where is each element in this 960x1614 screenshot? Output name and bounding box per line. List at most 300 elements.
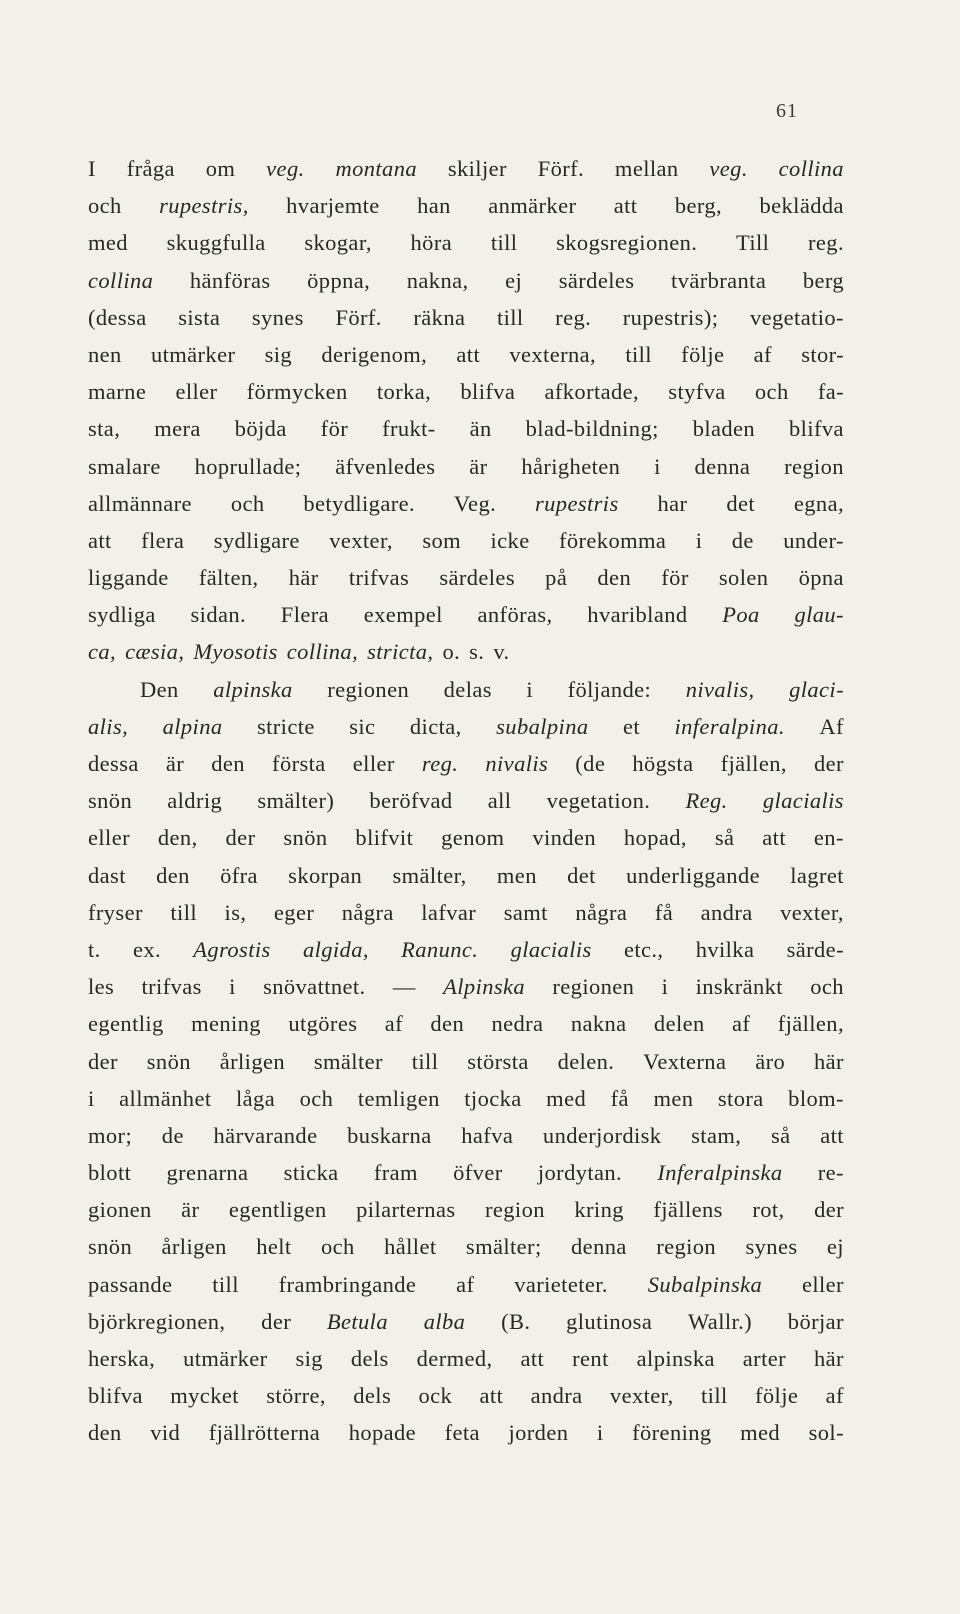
word: betydligare. (303, 490, 416, 516)
word: trifvas (348, 565, 410, 591)
word: några (341, 899, 394, 925)
word: höra (410, 230, 453, 256)
word: han (417, 193, 451, 219)
word: af (732, 1011, 751, 1037)
word: till (170, 899, 198, 925)
word: i (695, 527, 703, 553)
word: och (230, 490, 265, 516)
word: här (288, 565, 319, 591)
word: räkna (413, 304, 466, 330)
word: reg. (808, 230, 844, 256)
word: snövattnet. (263, 974, 366, 1000)
word: i (596, 1420, 604, 1446)
word: genom (441, 825, 505, 851)
italic-word: Ranunc. (401, 936, 479, 962)
word: till (212, 1271, 239, 1297)
word: helt (256, 1234, 292, 1260)
word: sig (295, 1346, 323, 1371)
word: fjällrötterna (208, 1420, 321, 1446)
text-line (88, 857, 844, 894)
word: der (814, 1197, 844, 1223)
italic-word: collina, (286, 639, 359, 665)
word: o. (442, 639, 461, 665)
italic-word: montana (335, 156, 418, 181)
text-line (88, 596, 844, 633)
word: hopad, (623, 825, 687, 851)
word: mycket (170, 1383, 239, 1409)
word: utgöres (288, 1011, 358, 1037)
word: vexter, (609, 1383, 674, 1409)
word: andra (530, 1383, 583, 1409)
text-line (88, 931, 844, 968)
text-line (88, 1377, 844, 1414)
word: Till (736, 230, 770, 256)
word: vexterna, (509, 341, 597, 367)
word: blifva (789, 416, 844, 442)
word: så (714, 825, 735, 851)
text-line (88, 187, 844, 224)
word: den (597, 565, 632, 591)
word: skogsregionen. (556, 230, 698, 256)
word: stora (717, 1085, 764, 1111)
word: stam, (691, 1122, 742, 1148)
word: grenarna (166, 1160, 249, 1186)
word: sticka (283, 1160, 339, 1186)
word: exempel (363, 602, 443, 628)
text-line (88, 299, 844, 336)
word: smälter; (465, 1234, 542, 1260)
word: vexter, (780, 899, 844, 925)
italic-word: Agrostis (193, 936, 271, 962)
word: hvarjemte (286, 193, 380, 219)
word: den, (157, 825, 198, 851)
word: beklädda (759, 193, 844, 219)
word: hållet (384, 1234, 437, 1260)
word: frukt- (382, 416, 436, 442)
italic-word: Alpinska (443, 974, 526, 1000)
word: eller (175, 379, 218, 405)
word: anföras, (477, 602, 553, 628)
word: förekomma (558, 527, 667, 553)
word: dels (350, 1346, 389, 1371)
word: inskränkt (695, 974, 783, 1000)
word: särde- (786, 936, 844, 962)
word: (dessa (88, 304, 147, 330)
word: egentligen (228, 1197, 327, 1223)
text-line (88, 262, 844, 299)
word: fa- (817, 379, 844, 405)
word: Flera (280, 602, 330, 628)
word: i (229, 974, 236, 1000)
word: delas (443, 676, 492, 702)
word: styfva (668, 379, 726, 405)
word: buskarna (347, 1122, 432, 1148)
word: dermed, (416, 1346, 493, 1371)
word: få (654, 899, 674, 925)
word: snön (88, 1234, 133, 1260)
word: med (740, 1420, 781, 1446)
word: ock (418, 1383, 453, 1409)
word: så (770, 1122, 791, 1148)
word: underjordisk (542, 1122, 662, 1148)
word: re- (817, 1160, 844, 1186)
word: men (653, 1085, 694, 1111)
italic-word: glau- (794, 602, 844, 628)
word: bladen (692, 416, 756, 442)
text-line (88, 1005, 844, 1042)
word: skogar, (304, 230, 372, 256)
italic-word: stricta, (367, 639, 434, 665)
word: nen (88, 341, 122, 367)
word: lafvar (421, 899, 477, 925)
italic-word: alis, (88, 713, 129, 739)
text-line (88, 633, 844, 670)
word: fjällen, (720, 751, 787, 776)
word: t. (88, 936, 101, 962)
word: allmänhet (119, 1085, 212, 1111)
word: trifvas (141, 974, 202, 1000)
word: öppna, (307, 267, 371, 293)
word: eller (801, 1271, 844, 1297)
word: egentlig (88, 1011, 164, 1037)
italic-word: reg. (421, 751, 459, 776)
word: sista (178, 304, 221, 330)
word: vegetation. (546, 788, 651, 814)
word: gionen (88, 1197, 152, 1223)
word: björkregionen, (88, 1308, 226, 1334)
italic-word: Inferalpinska (657, 1160, 783, 1186)
text-line (88, 1303, 844, 1340)
word: Veg. (453, 490, 497, 516)
word: förmycken (246, 379, 348, 405)
word: mera (154, 416, 201, 442)
word: Den (140, 676, 179, 702)
word: rot, (752, 1197, 785, 1223)
word: sidan. (190, 602, 247, 628)
word: sydligare (213, 527, 300, 553)
word: der (261, 1308, 292, 1334)
word: blifva (460, 379, 516, 405)
word: der (88, 1048, 118, 1074)
word: få (610, 1085, 629, 1111)
word: et (622, 713, 641, 739)
word: denna (694, 453, 751, 479)
text-line (88, 448, 844, 485)
word: att (88, 527, 112, 553)
word: och (321, 1234, 355, 1260)
word: fram (373, 1160, 418, 1186)
word: några (575, 899, 628, 925)
word: en- (813, 825, 844, 851)
word: synes (745, 1234, 798, 1260)
word: marne (88, 379, 147, 405)
word: till (496, 304, 524, 330)
word: till (625, 341, 652, 367)
word: hvaribland (587, 602, 688, 628)
italic-word: Poa (722, 602, 760, 628)
word: delen (653, 1011, 705, 1037)
italic-word: collina (88, 267, 154, 293)
word: största (467, 1048, 529, 1074)
word: i (661, 974, 669, 1000)
italic-word: cæsia, (125, 639, 185, 665)
word: börjar (787, 1308, 844, 1334)
word: icke (490, 527, 530, 553)
word: synes (251, 304, 304, 330)
word: af (456, 1271, 475, 1297)
word: feta (444, 1420, 480, 1446)
text-line (88, 1266, 844, 1303)
word: Vexterna (643, 1048, 727, 1074)
word: att (479, 1383, 504, 1409)
word: is, (224, 899, 247, 925)
word: arter (742, 1346, 787, 1371)
word: den (88, 1420, 122, 1446)
word: beröfvad (369, 788, 453, 814)
word: och (754, 379, 789, 405)
word: de (731, 527, 754, 553)
word: hänföras (189, 267, 271, 293)
word: här (813, 1346, 844, 1371)
word: regionen (552, 974, 635, 1000)
word: härvarande (213, 1122, 318, 1148)
word: men (496, 862, 537, 888)
italic-word: glaci- (789, 676, 844, 702)
word: skiljer (447, 156, 507, 181)
word: samt (503, 899, 548, 925)
word: särdeles (439, 565, 515, 591)
word: afkortade, (544, 379, 640, 405)
word: I (88, 156, 96, 181)
word: årligen (219, 1048, 286, 1074)
word: anmärker (488, 193, 577, 219)
italic-word: inferalpina. (674, 713, 785, 739)
word: nakna (570, 1011, 627, 1037)
italic-word: Myosotis (193, 639, 278, 665)
word: för (661, 565, 689, 591)
text-line (88, 819, 844, 856)
word: vegetatio- (749, 304, 844, 330)
word: hafva (461, 1122, 514, 1148)
word: glutinosa (566, 1308, 653, 1334)
word: fjällens (653, 1197, 723, 1223)
word: nakna, (406, 267, 469, 293)
word: af (753, 341, 772, 367)
word: smälter (313, 1048, 383, 1074)
italic-word: subalpina (496, 713, 589, 739)
word: andra (700, 899, 753, 925)
word: eller (352, 751, 395, 776)
word: af (825, 1383, 844, 1409)
word: egna, (793, 490, 844, 516)
word: första (272, 751, 326, 776)
word: är (165, 751, 185, 776)
word: förening (632, 1420, 712, 1446)
word: blad-bildning; (525, 416, 659, 442)
word: varieteter. (514, 1271, 608, 1297)
word: har (657, 490, 688, 516)
text-line (88, 671, 844, 708)
word: sic (349, 713, 376, 739)
italic-word: rupestris (535, 490, 619, 516)
word: vid (150, 1420, 181, 1446)
word: följande: (567, 676, 652, 702)
word: liggande (88, 565, 169, 591)
word: dicta, (409, 713, 462, 739)
word: underliggande (626, 862, 760, 888)
word: den (211, 751, 245, 776)
word: vinden (532, 825, 596, 851)
italic-word: rupestris, (159, 193, 249, 219)
word: dessa (88, 751, 139, 776)
word: mor; (88, 1122, 133, 1148)
word: herska, (88, 1346, 156, 1371)
word: flera (141, 527, 185, 553)
text-line (88, 1340, 844, 1377)
word: äfvenledes (335, 453, 436, 479)
word: för (320, 416, 349, 442)
word: region (784, 453, 844, 479)
word: det (726, 490, 756, 516)
word: der (225, 825, 256, 851)
text-line (88, 224, 844, 261)
word: — (392, 974, 416, 1000)
italic-word: algida, (302, 936, 369, 962)
italic-word: glacialis (510, 936, 592, 962)
word: skuggfulla (166, 230, 266, 256)
word: öpna (798, 565, 844, 591)
word: hvilka (695, 936, 755, 962)
word: dast (88, 862, 126, 888)
word: rupestris); (622, 304, 719, 330)
word: ej (505, 267, 523, 293)
word: eller (88, 825, 130, 851)
word: stor- (801, 341, 844, 367)
word: all (487, 788, 512, 814)
word: af (384, 1011, 404, 1037)
word: der (814, 751, 844, 776)
word: Förf. (335, 304, 382, 330)
word: den (430, 1011, 465, 1037)
word: allmännare (88, 490, 192, 516)
word: på (545, 565, 568, 591)
word: fråga (126, 156, 175, 181)
word: hårigheten (521, 453, 621, 479)
word: passande (88, 1271, 173, 1297)
italic-word: veg. (709, 156, 748, 181)
word: jordytan. (537, 1160, 623, 1186)
text-line (88, 373, 844, 410)
word: äro (755, 1048, 786, 1074)
word: och (88, 193, 122, 219)
italic-word: Subalpinska (647, 1271, 763, 1297)
word: tjocka (464, 1085, 522, 1111)
italic-word: Reg. (685, 788, 728, 814)
word: att (820, 1122, 844, 1148)
word: hoprullade; (194, 453, 302, 479)
word: dels (353, 1383, 392, 1409)
word: i (526, 676, 534, 702)
text-line (88, 782, 844, 819)
text-line (88, 1080, 844, 1117)
word: här (813, 1048, 844, 1074)
word: snön (146, 1048, 191, 1074)
page-number: 61 (776, 100, 798, 122)
italic-word: Betula (326, 1308, 388, 1334)
word: blom- (788, 1085, 844, 1111)
word: följe (755, 1383, 799, 1409)
word: lagret (790, 862, 844, 888)
word: mellan (614, 156, 679, 181)
word: skorpan (288, 862, 363, 888)
word: högsta (632, 751, 694, 776)
word: årligen (161, 1234, 227, 1260)
word: den (156, 862, 190, 888)
text-line (88, 522, 844, 559)
word: smälter) (257, 788, 335, 814)
word: särdeles (558, 267, 635, 293)
word: blott (88, 1160, 132, 1186)
word: att (762, 825, 786, 851)
word: till (490, 230, 518, 256)
word: nedra (491, 1011, 544, 1037)
italic-word: glacialis (762, 788, 844, 814)
word: öfver (453, 1160, 503, 1186)
word: (B. (501, 1308, 531, 1334)
word: berg (802, 267, 844, 293)
word: smälter, (392, 862, 467, 888)
word: i (88, 1085, 95, 1111)
word: att (520, 1346, 545, 1371)
word: region (485, 1197, 545, 1223)
word: fryser (88, 899, 143, 925)
word: rent (572, 1346, 609, 1371)
word: s. (469, 639, 485, 665)
word: blifvit (355, 825, 414, 851)
word: ex. (132, 936, 162, 962)
word: det (567, 862, 596, 888)
word: les (88, 974, 115, 1000)
word: kring (574, 1197, 624, 1223)
body-text (88, 150, 844, 1452)
italic-word: alpinska (213, 676, 293, 702)
italic-word: alba (423, 1308, 466, 1334)
word: följe (681, 341, 725, 367)
word: utmärker (183, 1346, 268, 1371)
word: snön (283, 825, 328, 851)
word: är (469, 453, 488, 479)
word: som (422, 527, 462, 553)
word: stricte (256, 713, 315, 739)
word: och (810, 974, 844, 1000)
word: berg, (674, 193, 723, 219)
word: tvärbranta (671, 267, 767, 293)
word: pilarternas (356, 1197, 456, 1223)
word: delen. (557, 1048, 615, 1074)
word: snön (88, 788, 133, 814)
text-line (88, 894, 844, 931)
word: sydliga (88, 602, 156, 628)
word: vexter, (329, 527, 393, 553)
word: att (613, 193, 638, 219)
word: (de (575, 751, 606, 776)
text-line (88, 485, 844, 522)
word: aldrig (167, 788, 223, 814)
word: frambringande (278, 1271, 417, 1297)
word: öfra (220, 862, 258, 888)
word: solen (718, 565, 769, 591)
italic-word: ca, (88, 639, 117, 665)
